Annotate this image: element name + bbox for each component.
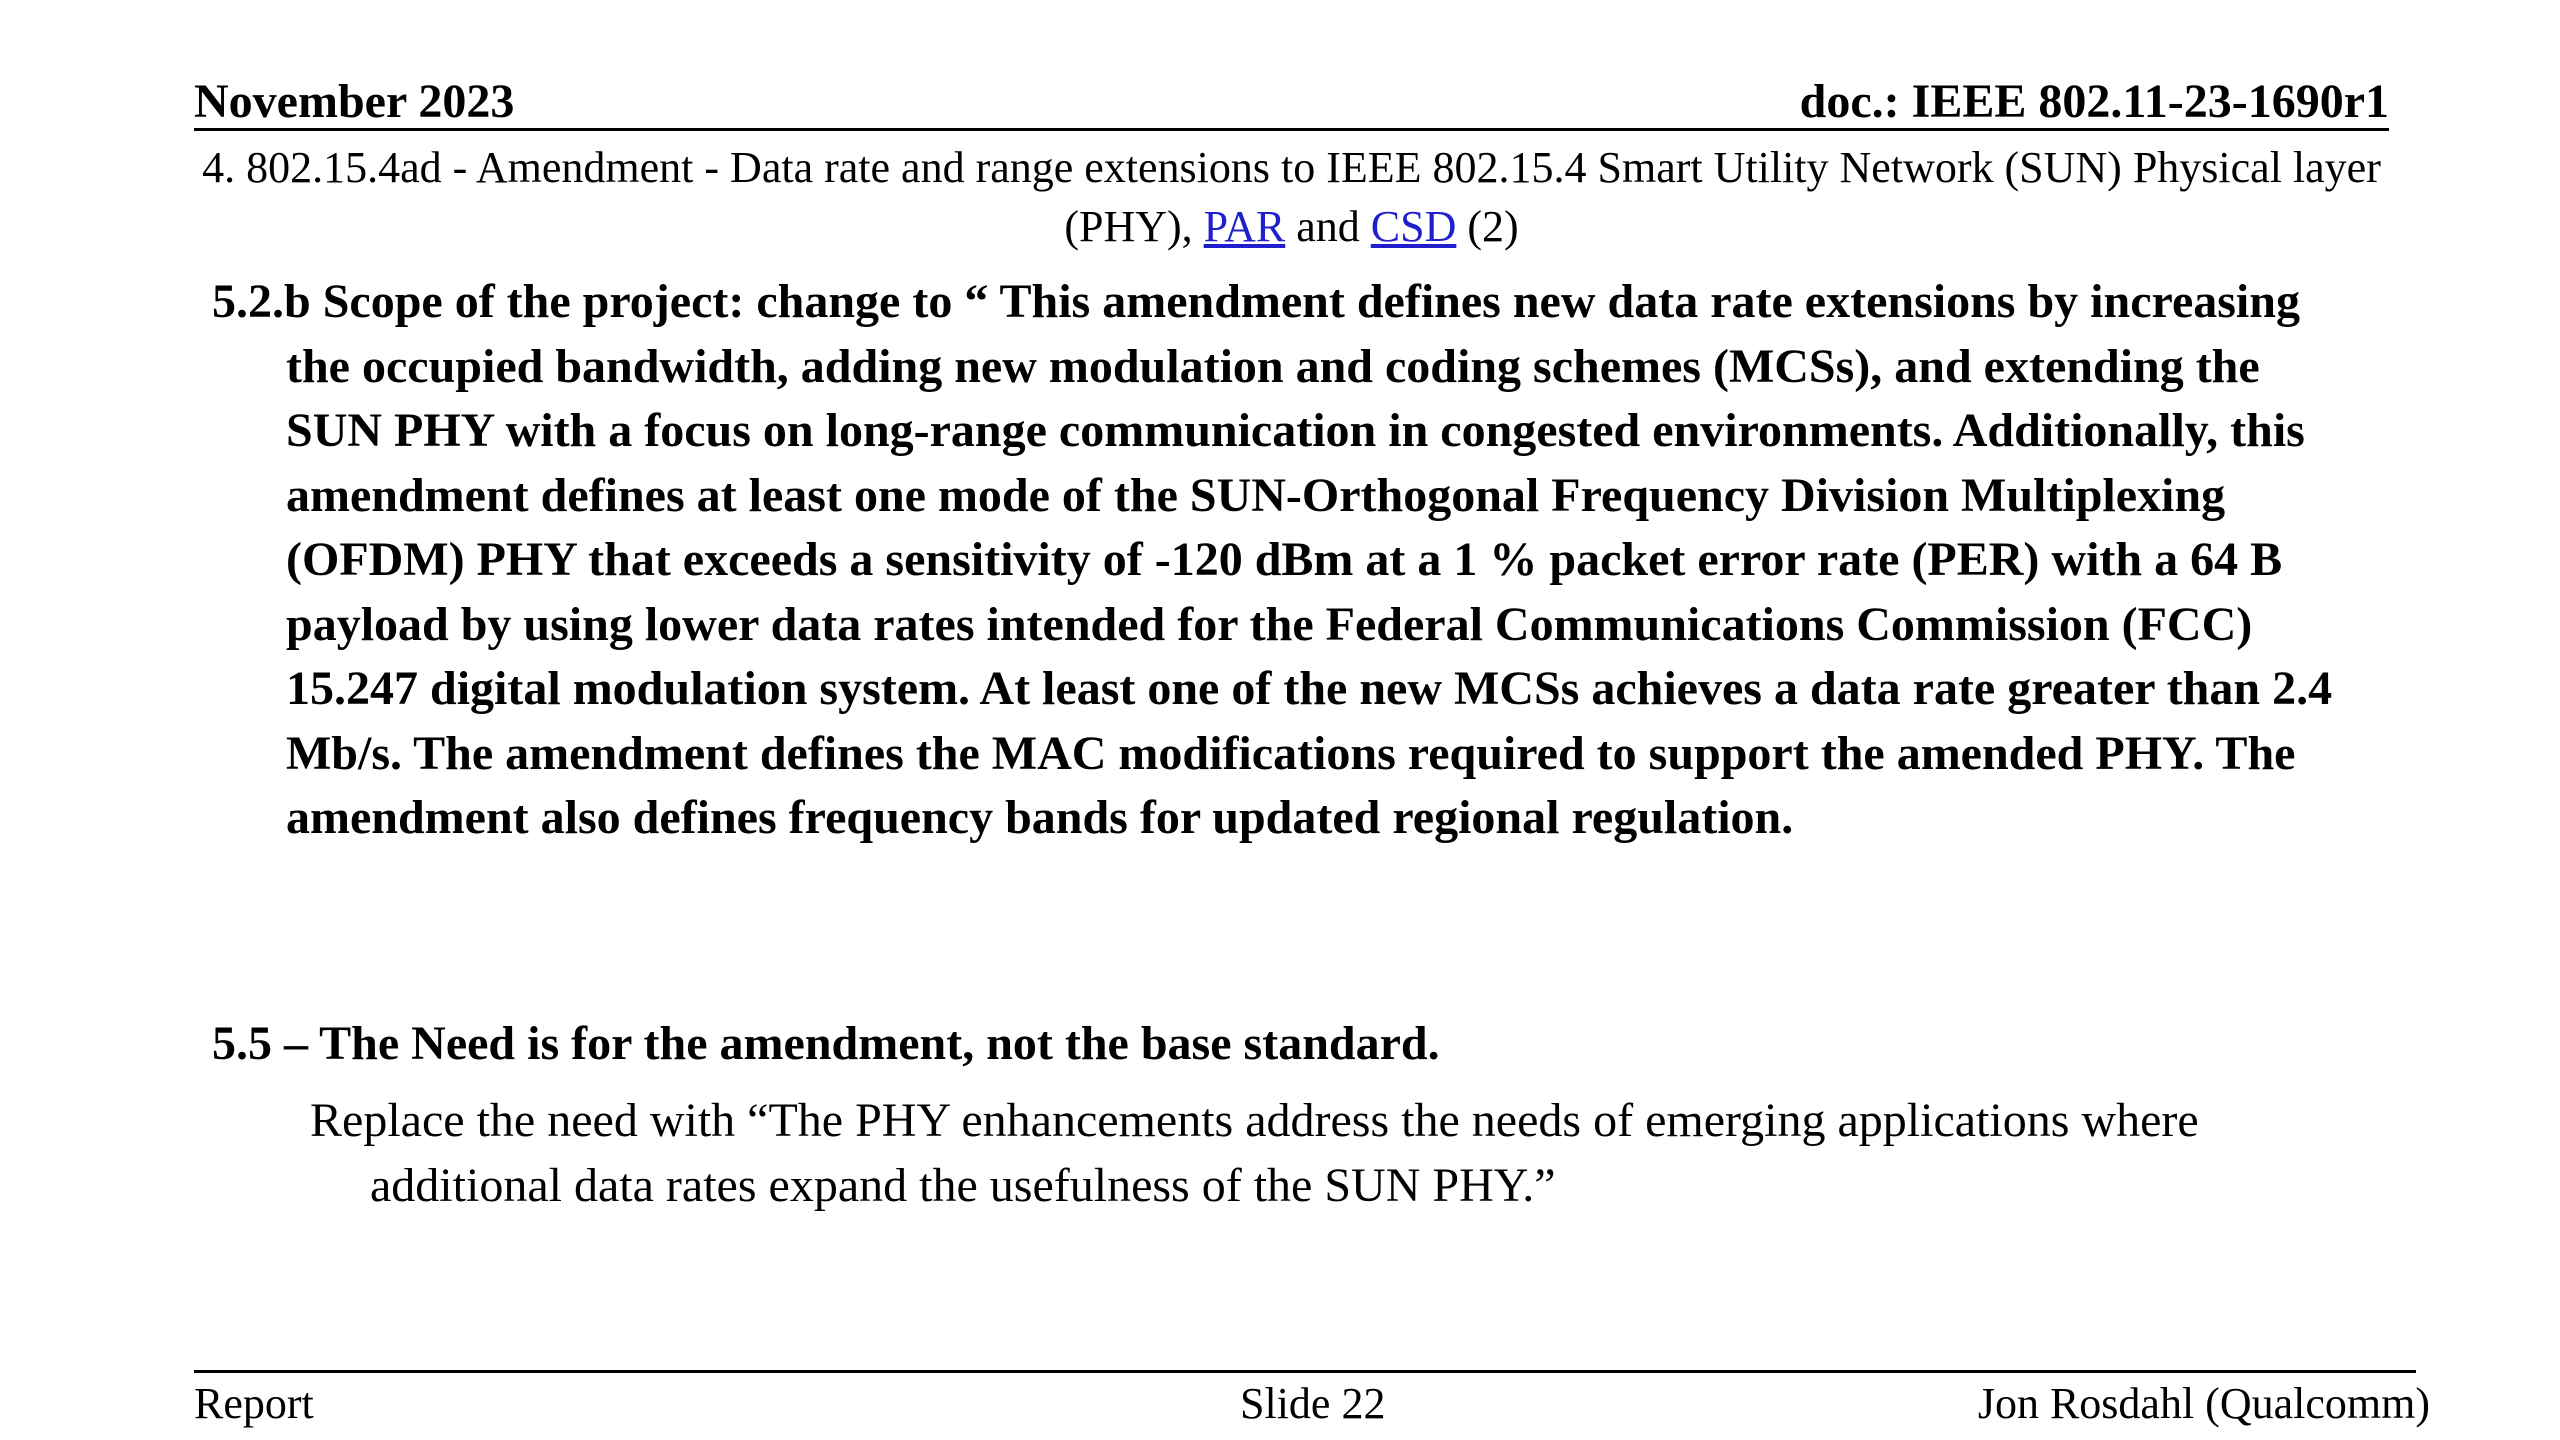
header-doc-id: doc.: IEEE 802.11-23-1690r1 bbox=[1799, 75, 2389, 128]
header-date: November 2023 bbox=[194, 75, 515, 128]
slide-number: Slide 22 bbox=[1240, 1379, 1386, 1428]
footer-author: Jon Rosdahl (Qualcomm) bbox=[1977, 1379, 2430, 1428]
slide-title-and: and bbox=[1285, 202, 1371, 251]
slide-title bbox=[194, 138, 2389, 256]
csd-link[interactable]: CSD bbox=[1370, 202, 1457, 251]
header-divider bbox=[194, 128, 2389, 131]
slide-title-text: 4. 802.15.4ad - Amendment - Data rate and range extensions to IEEE 802.15.4 Smart Utility Network (SUN) Physical layer (PHY), bbox=[202, 143, 2381, 251]
footer-divider bbox=[194, 1370, 2416, 1373]
par-link[interactable]: PAR bbox=[1203, 202, 1286, 251]
need-paragraph: Replace the need with “The PHY enhancements address the needs of emerging applications where additional data rates expand the usefulness of the SUN PHY.” bbox=[310, 1094, 2199, 1212]
footer-label: Report bbox=[194, 1379, 314, 1428]
scope-paragraph: 5.2.b Scope of the project: change to “ This amendment defines new data rate extensions by increasing the occupied bandwidth, adding new modulation and coding schemes (MCSs), and extending the SUN PHY with a focus on long-range communication in congested environments. Additionally, this amendment defines at least one mode of the SUN-Orthogonal Frequency Division Multiplexing (OFDM) PHY that exceeds a sensitivity of -120 dBm at a 1 % packet error rate (PER) with a 64 B payload by using lower data rates intended for the Federal Communications Commission (FCC) 15.247 digital modulation system. At least one of the new MCSs achieves a data rate greater than 2.4 Mb/s. The amendment defines the MAC modifications required to support the amended PHY. The amendment also defines frequency bands for updated regional regulation. bbox=[212, 275, 2333, 844]
need-heading: 5.5 – The Need is for the amendment, not the base standard. bbox=[212, 1017, 1440, 1070]
slide-title-suffix: (2) bbox=[1456, 202, 1519, 251]
